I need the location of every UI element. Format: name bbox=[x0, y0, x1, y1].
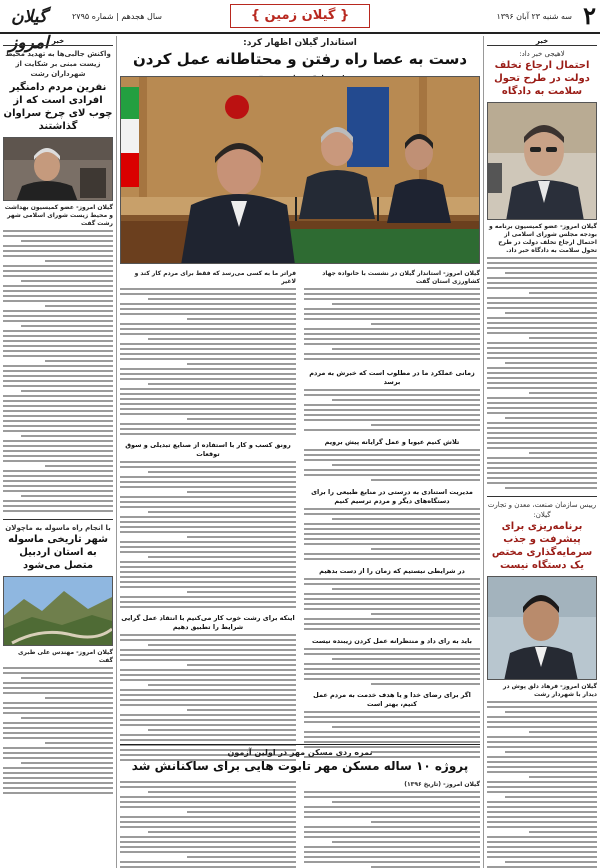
section-title: { گیلان زمین } bbox=[230, 4, 370, 28]
bottom-article bbox=[120, 744, 480, 868]
meeting-illustration bbox=[120, 77, 479, 264]
right-second-article bbox=[487, 496, 597, 572]
left-column bbox=[0, 36, 117, 868]
portrait-illustration bbox=[487, 103, 596, 220]
publication-date: سه شنبه ۲۳ آبان ۱۳۹۶ bbox=[496, 12, 572, 21]
newspaper-logo: گیلان امروز bbox=[9, 7, 49, 53]
right-second-kicker: رییس سازمان صنعت، معدن و تجارت گیلان: bbox=[487, 501, 597, 519]
portrait-photo-lahiji bbox=[487, 102, 597, 220]
main-subhead-3: مدیریت استنادی به درستی در منابع طبیعی را برای دستگاه‌های دیگر و مردم ترسیم کنیم bbox=[311, 488, 473, 505]
main-body-part4 bbox=[304, 508, 480, 564]
portrait-photo-industry-head bbox=[487, 576, 597, 680]
bottom-body-right bbox=[304, 791, 480, 868]
portrait-illustration-2 bbox=[487, 577, 596, 680]
left-article-body bbox=[3, 230, 113, 516]
main-left-body-1 bbox=[120, 288, 296, 438]
main-subhead-6: اگر برای رضای خدا و یا هدف خدمت به مردم عمل کنیم، بهتر است bbox=[313, 691, 471, 708]
left-news-label: خبر bbox=[3, 36, 113, 46]
right-lead: گیلان امروز- عضو کمیسیون برنامه و بودجه مجلس شورای اسلامی از احتمال ارجاع تخلف دولت در طرح تحول سلامت به دادگاه خبر داد. bbox=[489, 223, 597, 254]
issue-number: سال هجدهم | شماره ۲۷۹۵ bbox=[72, 12, 162, 21]
center-left-column bbox=[120, 268, 296, 738]
left-second-headline: شهر تاریخی ماسوله به استان اردبیل متصل می‌شود bbox=[8, 534, 108, 571]
main-subhead-5: باید به رای داد و منتظرانه عمل کردن زیبنده نیست bbox=[312, 637, 472, 645]
right-kicker: لاهیجی خبر داد: bbox=[519, 50, 565, 58]
main-body-part5 bbox=[304, 578, 480, 634]
left-second-kicker: با انجام راه ماسوله به ماچولان bbox=[5, 524, 111, 532]
main-body-part2 bbox=[304, 389, 480, 435]
main-body-part6 bbox=[304, 648, 480, 688]
left-second-body bbox=[3, 667, 113, 797]
main-subhead-1: زمانی عملکرد ما در مطلوب است که خبرش به مردم برسد bbox=[309, 369, 475, 386]
bottom-headline: پروژه ۱۰ ساله مسکن مهر تابوت هایی برای ساکنانش شد bbox=[131, 759, 469, 773]
main-left-subhead-2: اینکه برای رشت خوب کار می‌کنیم با انتقاد عمل گرایی شرایط را تطبیق دهیم bbox=[121, 614, 295, 631]
left-second-article bbox=[3, 519, 113, 572]
left-headline: نفرین مردم دامنگیر افرادی است که از چوب لای چرخ سراوان گذاشتند bbox=[3, 82, 113, 132]
main-left-lead: فراتر ما به کسی می‌رسد که فقط برای مردم کار کند و لاغیر bbox=[134, 270, 296, 285]
main-headline: دست به عصا راه رفتن و محتاطانه عمل کردن bbox=[132, 50, 468, 68]
main-subhead-2: تلاش کنیم عیوبا و عمل گرایانه پیش برویم bbox=[324, 438, 460, 446]
main-lead: گیلان امروز- استاندار گیلان در نشست با خانواده جهاد کشاورزی استان گفت bbox=[322, 270, 480, 285]
right-second-body bbox=[487, 701, 597, 868]
bottom-body-left bbox=[120, 781, 296, 868]
left-second-lead: گیلان امروز- مهندس علی طبری گفت bbox=[18, 649, 113, 664]
main-kicker: استاندار گیلان اظهار کرد: bbox=[243, 38, 357, 48]
main-body-part3 bbox=[304, 449, 480, 485]
right-article-body bbox=[487, 257, 597, 493]
left-lead: گیلان امروز- عضو کمیسیون بهداشت و محیط زیست شورای اسلامی شهر رشت گفت bbox=[4, 204, 113, 227]
right-headline: احتمال ارجاع تخلف دولت در طرح تحول سلامت به دادگاه bbox=[494, 60, 590, 97]
center-right-column bbox=[304, 268, 480, 738]
page-number: ۲ bbox=[583, 1, 596, 30]
right-second-lead: گیلان امروز- فرهاد دلق پوش در دیدار با شهردار رشت bbox=[503, 683, 597, 698]
bottom-kicker: نمره ردی مسکن مهر در اولین آزمون bbox=[227, 748, 373, 757]
right-news-label: خبر bbox=[487, 36, 597, 46]
main-subhead-4: در شرایطی نیستیم که زمان را از دست بدهیم bbox=[319, 567, 465, 575]
right-second-headline: برنامه‌ریزی برای پیشرفت و جذب سرمایه‌گذاری مختص یک دستگاه نیست bbox=[491, 521, 593, 571]
right-column bbox=[483, 36, 600, 868]
center-column bbox=[120, 36, 480, 868]
main-body-part1 bbox=[304, 288, 480, 366]
bottom-right-text bbox=[304, 779, 480, 868]
main-left-subhead-1: رونق کسب و کار با استفاده از صنایع تبدیلی و سوق توقعات bbox=[125, 441, 291, 458]
main-left-body-2 bbox=[120, 461, 296, 611]
meeting-photo bbox=[120, 76, 480, 264]
council-member-illustration bbox=[3, 138, 112, 201]
left-kicker: واکنش جالبی‌ها به تهدید محیط زیست مبنی بر شکایت از شهرداران رشت bbox=[5, 50, 111, 78]
masuleh-landscape-photo bbox=[3, 576, 113, 646]
bottom-lead: گیلان امروز- (تاریخ ۱۳۹۶) bbox=[404, 781, 480, 788]
portrait-photo-council-member bbox=[3, 137, 113, 201]
mountain-road-illustration bbox=[3, 577, 112, 646]
